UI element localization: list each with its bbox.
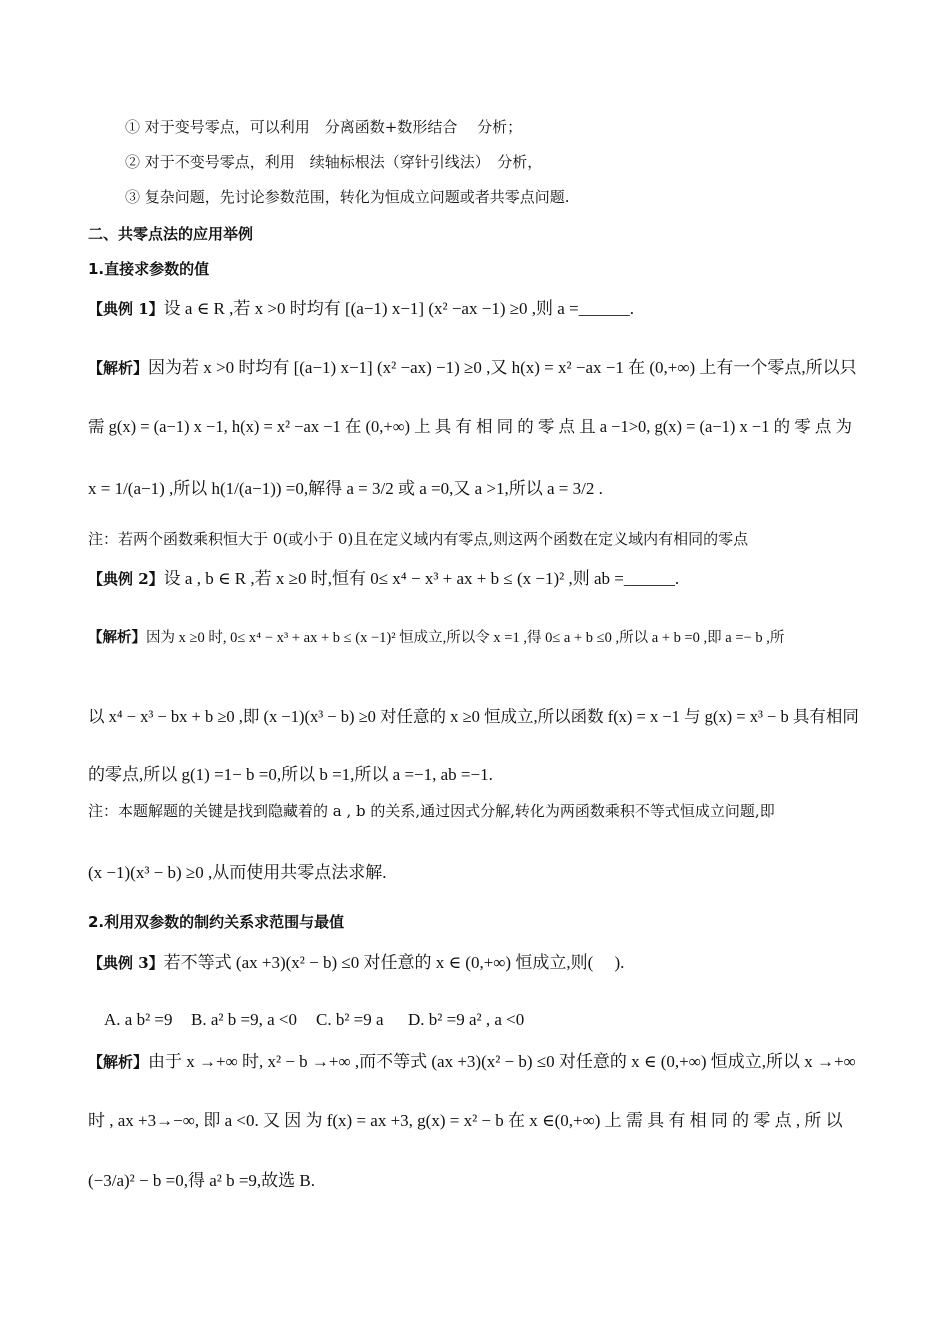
solution-text: 因为若 x >0 时均有 [(a−1) x−1] (x² −ax) −1) ≥0 ,又 h(x) = x² −ax −1 在 (0,+∞) 上有一个零点,所以只	[148, 358, 857, 377]
example-text: 设 a ∈ R ,若 x >0 时均有 [(a−1) x−1] (x² −ax −1) ≥0 ,则 a =______.	[163, 299, 634, 318]
example-3	[88, 952, 624, 974]
note-2-line-2: (x −1)(x³ − b) ≥0 ,从而使用共零点法求解.	[88, 863, 387, 882]
note-1: 注：若两个函数乘积恒大于 0(或小于 0)且在定义域内有零点,则这两个函数在定义域内有相同的零点	[88, 530, 749, 548]
option-a: A. a b² =9	[104, 1010, 173, 1029]
solution-1-line-3: x = 1/(a−1) ,所以 h(1/(a−1)) =0,解得 a = 3/2 或 a =0,又 a >1,所以 a = 3/2 .	[88, 479, 603, 498]
solution-text: 因为 x ≥0 时, 0≤ x⁴ − x³ + ax + b ≤ (x −1)² 恒成立,所以令 x =1 ,得 0≤ a + b ≤0 ,所以 a + b =0 ,即 a =− b ,所	[146, 630, 785, 646]
example-tag: 【典例 1】	[88, 300, 164, 318]
list-item-1: ① 对于变号零点，可以利用 分离函数+数形结合 分析；	[125, 118, 523, 136]
example-text: 若不等式 (ax +3)(x² − b) ≤0 对任意的 x ∈ (0,+∞) 恒成立,则( ).	[163, 953, 625, 972]
example-1	[88, 298, 634, 320]
list-item-2: ② 对于不变号零点，利用 续轴标根法（穿针引线法） 分析，	[125, 153, 543, 171]
solution-tag: 【解析】	[88, 1053, 149, 1071]
solution-text: 由于 x →+∞ 时, x² − b →+∞ ,而不等式 (ax +3)(x² − b) ≤0 对任意的 x ∈ (0,+∞) 恒成立,所以 x →+∞	[148, 1052, 856, 1071]
list-item-3: ③ 复杂问题，先讨论参数范围，转化为恒成立问题或者共零点问题.	[125, 188, 570, 206]
subsection-title-1: 1.直接求参数的值	[88, 260, 210, 278]
solution-2-line-2: 以 x⁴ − x³ − bx + b ≥0 ,即 (x −1)(x³ − b) ≥0 对任意的 x ≥0 恒成立,所以函数 f(x) = x −1 与 g(x) = x³ − b 具有相同	[88, 707, 859, 726]
note-2-line-1: 注：本题解题的关键是找到隐藏着的 a , b 的关系,通过因式分解,转化为两函数乘积不等式恒成立问题,即	[88, 802, 775, 820]
example-text: 设 a , b ∈ R ,若 x ≥0 时,恒有 0≤ x⁴ − x³ + ax + b ≤ (x −1)² ,则 ab =______.	[163, 569, 680, 588]
subsection-title-2: 2.利用双参数的制约关系求范围与最值	[88, 913, 345, 931]
solution-3-line-2: 时 , ax +3→−∞, 即 a <0. 又 因 为 f(x) = ax +3, g(x) = x² − b 在 x ∈(0,+∞) 上 需 具 有 相 同 的 零 点 , 所 以	[88, 1111, 843, 1130]
option-c: C. b² =9 a	[316, 1010, 384, 1029]
solution-3-line-1	[88, 1051, 856, 1073]
solution-1-line-2: 需 g(x) = (a−1) x −1, h(x) = x² −ax −1 在 (0,+∞) 上 具 有 相 同 的 零 点 且 a −1>0, g(x) = (a−1) x −1 的 零 点 为	[88, 417, 852, 436]
solution-1-line-1	[88, 357, 857, 379]
option-b: B. a² b =9, a <0	[191, 1010, 297, 1029]
example-2	[88, 568, 679, 590]
solution-2-line-1	[88, 627, 784, 649]
option-d: D. b² =9 a² , a <0	[408, 1010, 525, 1029]
solution-2-line-3: 的零点,所以 g(1) =1− b =0,所以 b =1,所以 a =−1, ab =−1.	[88, 765, 493, 784]
solution-3-line-3: (−3/a)² − b =0,得 a² b =9,故选 B.	[88, 1171, 316, 1190]
solution-tag: 【解析】	[88, 629, 146, 646]
section-title: 二、共零点法的应用举例	[88, 225, 254, 243]
example-tag: 【典例 2】	[88, 570, 164, 588]
solution-tag: 【解析】	[88, 359, 149, 377]
example-tag: 【典例 3】	[88, 954, 164, 972]
